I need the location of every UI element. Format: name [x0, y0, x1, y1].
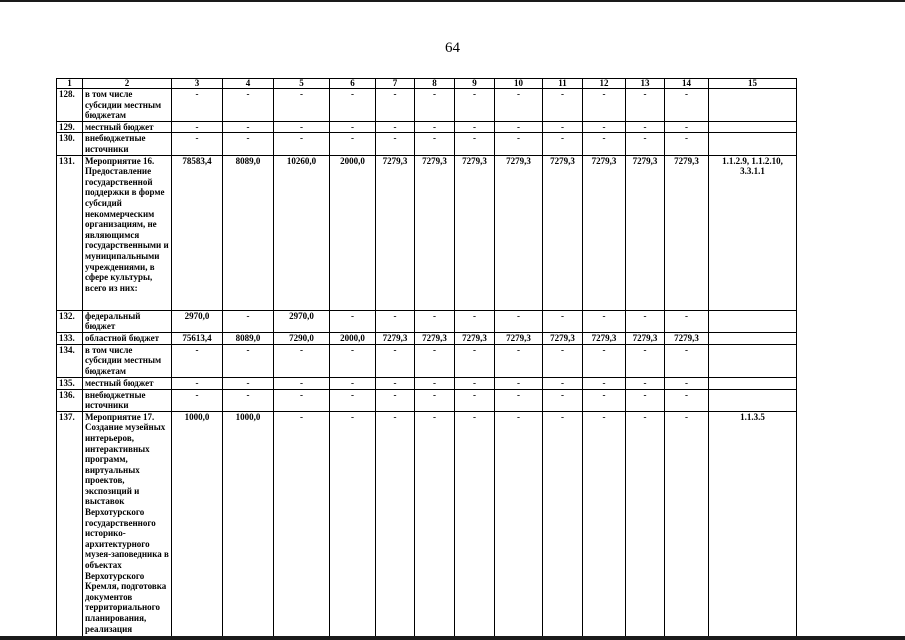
table-row — [57, 411, 797, 639]
value-cell: - — [415, 133, 455, 155]
value-cell: - — [330, 411, 376, 639]
value-cell: - — [415, 389, 455, 411]
value-cell: 7279,3 — [665, 155, 709, 310]
table-row — [57, 389, 797, 411]
row-number: 131. — [57, 155, 83, 310]
column-header: 5 — [274, 79, 330, 89]
value-cell: - — [415, 121, 455, 133]
value-cell: 10260,0 — [274, 155, 330, 310]
row-name: местный бюджет — [83, 121, 172, 133]
column-header: 7 — [376, 79, 415, 89]
value-cell: 7279,3 — [455, 155, 495, 310]
column-header: 1 — [57, 79, 83, 89]
value-cell: - — [543, 389, 583, 411]
table-row — [57, 121, 797, 133]
value-cell: - — [330, 133, 376, 155]
value-cell: - — [376, 411, 415, 639]
value-cell: - — [172, 377, 223, 389]
value-cell: - — [172, 133, 223, 155]
row-number: 137. — [57, 411, 83, 639]
value-cell: 2000,0 — [330, 155, 376, 310]
value-cell: - — [583, 89, 626, 122]
value-cell: - — [223, 121, 274, 133]
value-cell: - — [223, 389, 274, 411]
value-cell: 7279,3 — [543, 332, 583, 344]
value-cell: - — [665, 310, 709, 332]
reference-cell — [709, 389, 797, 411]
value-cell: 7290,0 — [274, 332, 330, 344]
value-cell: - — [274, 89, 330, 122]
value-cell: - — [543, 411, 583, 639]
column-header: 2 — [83, 79, 172, 89]
page-number: 64 — [445, 40, 460, 56]
value-cell: - — [543, 133, 583, 155]
value-cell: - — [495, 310, 543, 332]
row-number: 129. — [57, 121, 83, 133]
row-name: внебюджетные источники — [83, 389, 172, 411]
value-cell: - — [543, 344, 583, 377]
value-cell: 7279,3 — [583, 155, 626, 310]
value-cell: - — [172, 389, 223, 411]
column-header: 10 — [495, 79, 543, 89]
value-cell: - — [495, 121, 543, 133]
column-header: 4 — [223, 79, 274, 89]
reference-cell — [709, 377, 797, 389]
value-cell: 78583,4 — [172, 155, 223, 310]
value-cell: - — [583, 121, 626, 133]
value-cell: - — [274, 133, 330, 155]
column-header: 8 — [415, 79, 455, 89]
reference-cell — [709, 344, 797, 377]
row-number: 134. — [57, 344, 83, 377]
column-header: 6 — [330, 79, 376, 89]
table-row — [57, 310, 797, 332]
value-cell: - — [665, 377, 709, 389]
value-cell: 7279,3 — [376, 332, 415, 344]
value-cell: 7279,3 — [543, 155, 583, 310]
value-cell: - — [626, 377, 665, 389]
row-number: 136. — [57, 389, 83, 411]
budget-table — [56, 78, 797, 640]
value-cell: - — [495, 133, 543, 155]
value-cell: - — [172, 344, 223, 377]
value-cell: - — [543, 121, 583, 133]
value-cell: 7279,3 — [495, 332, 543, 344]
value-cell: - — [455, 411, 495, 639]
value-cell: - — [415, 89, 455, 122]
row-number: 133. — [57, 332, 83, 344]
reference-cell — [709, 310, 797, 332]
value-cell: 7279,3 — [583, 332, 626, 344]
value-cell: - — [330, 121, 376, 133]
value-cell: - — [223, 310, 274, 332]
value-cell: - — [583, 133, 626, 155]
value-cell: - — [665, 89, 709, 122]
reference-cell — [709, 133, 797, 155]
column-header: 12 — [583, 79, 626, 89]
value-cell: - — [223, 344, 274, 377]
value-cell: - — [330, 310, 376, 332]
value-cell: - — [626, 133, 665, 155]
value-cell: - — [455, 89, 495, 122]
value-cell: - — [665, 344, 709, 377]
value-cell: - — [583, 310, 626, 332]
row-name: областной бюджет — [83, 332, 172, 344]
value-cell: - — [495, 389, 543, 411]
value-cell: - — [543, 89, 583, 122]
value-cell: - — [626, 310, 665, 332]
value-cell: - — [223, 377, 274, 389]
value-cell: - — [376, 133, 415, 155]
value-cell: 7279,3 — [376, 155, 415, 310]
table-header-row — [57, 79, 797, 89]
value-cell: - — [455, 344, 495, 377]
value-cell: 75613,4 — [172, 332, 223, 344]
column-header: 11 — [543, 79, 583, 89]
value-cell: 7279,3 — [495, 155, 543, 310]
table-row — [57, 155, 797, 310]
row-number: 135. — [57, 377, 83, 389]
value-cell: - — [543, 377, 583, 389]
value-cell: 1000,0 — [172, 411, 223, 639]
row-name: Мероприятие 16. Предоставление государственной поддержки в форме субсидий некоммерческим организациям, не являющимся государственными и муниципальными учреждениями, в сфере культуры, всего из них: — [83, 155, 172, 310]
value-cell: - — [223, 89, 274, 122]
value-cell: - — [172, 121, 223, 133]
value-cell: - — [330, 89, 376, 122]
value-cell: 7279,3 — [626, 332, 665, 344]
value-cell: - — [495, 377, 543, 389]
value-cell: - — [415, 344, 455, 377]
value-cell: - — [376, 89, 415, 122]
value-cell: 8089,0 — [223, 155, 274, 310]
value-cell: 7279,3 — [665, 332, 709, 344]
table-row — [57, 89, 797, 122]
value-cell: - — [415, 411, 455, 639]
value-cell: - — [274, 411, 330, 639]
value-cell: - — [172, 89, 223, 122]
table-row — [57, 377, 797, 389]
table-row — [57, 133, 797, 155]
value-cell: - — [274, 377, 330, 389]
reference-cell: 1.1.2.9, 1.1.2.10, 3.3.1.1 — [709, 155, 797, 310]
value-cell: - — [626, 121, 665, 133]
value-cell: 7279,3 — [455, 332, 495, 344]
column-header: 9 — [455, 79, 495, 89]
value-cell: - — [665, 121, 709, 133]
value-cell: - — [495, 89, 543, 122]
value-cell: - — [626, 411, 665, 639]
value-cell: - — [376, 310, 415, 332]
value-cell: - — [376, 377, 415, 389]
value-cell: - — [415, 377, 455, 389]
value-cell: - — [455, 133, 495, 155]
column-header: 15 — [709, 79, 797, 89]
row-name: федеральный бюджет — [83, 310, 172, 332]
table-row — [57, 332, 797, 344]
value-cell: - — [376, 389, 415, 411]
value-cell: 7279,3 — [415, 332, 455, 344]
value-cell: - — [495, 344, 543, 377]
row-name: внебюджетные источники — [83, 133, 172, 155]
value-cell: - — [376, 344, 415, 377]
value-cell: 8089,0 — [223, 332, 274, 344]
value-cell: - — [583, 344, 626, 377]
value-cell: 7279,3 — [626, 155, 665, 310]
value-cell: - — [583, 377, 626, 389]
row-number: 128. — [57, 89, 83, 122]
value-cell: 2000,0 — [330, 332, 376, 344]
row-name: Мероприятие 17. Создание музейных интерьеров, интерактивных программ, виртуальных проектов, экспозиций и выставок Верхотурского государственного историко-архитектурного музея-заповедника в объектах Верхотурского Кремля, подготовка документов территориального планирования, реализация — [83, 411, 172, 639]
value-cell: - — [274, 389, 330, 411]
value-cell: - — [583, 411, 626, 639]
value-cell: - — [330, 377, 376, 389]
value-cell: - — [665, 133, 709, 155]
value-cell: - — [626, 389, 665, 411]
value-cell: - — [223, 133, 274, 155]
row-name: в том числе субсидии местным бюджетам — [83, 89, 172, 122]
column-header: 13 — [626, 79, 665, 89]
value-cell: - — [415, 310, 455, 332]
value-cell: - — [274, 121, 330, 133]
value-cell: - — [376, 121, 415, 133]
value-cell: - — [626, 89, 665, 122]
reference-cell — [709, 332, 797, 344]
value-cell: 2970,0 — [274, 310, 330, 332]
row-number: 132. — [57, 310, 83, 332]
value-cell: 7279,3 — [415, 155, 455, 310]
value-cell: - — [543, 310, 583, 332]
scan-top-border — [0, 0, 905, 2]
value-cell: - — [665, 411, 709, 639]
value-cell: - — [330, 344, 376, 377]
reference-cell — [709, 89, 797, 122]
row-name: местный бюджет — [83, 377, 172, 389]
value-cell: - — [455, 377, 495, 389]
value-cell: - — [330, 389, 376, 411]
row-name: в том числе субсидии местным бюджетам — [83, 344, 172, 377]
table-row — [57, 344, 797, 377]
value-cell: 1000,0 — [223, 411, 274, 639]
value-cell: - — [455, 389, 495, 411]
value-cell: - — [626, 344, 665, 377]
column-header: 3 — [172, 79, 223, 89]
column-header: 14 — [665, 79, 709, 89]
scan-bottom-border — [0, 636, 905, 640]
reference-cell — [709, 121, 797, 133]
value-cell: - — [455, 121, 495, 133]
value-cell: - — [583, 389, 626, 411]
reference-cell: 1.1.3.5 — [709, 411, 797, 639]
value-cell: - — [495, 411, 543, 639]
value-cell: - — [665, 389, 709, 411]
value-cell: - — [274, 344, 330, 377]
value-cell: - — [455, 310, 495, 332]
value-cell: 2970,0 — [172, 310, 223, 332]
row-number: 130. — [57, 133, 83, 155]
